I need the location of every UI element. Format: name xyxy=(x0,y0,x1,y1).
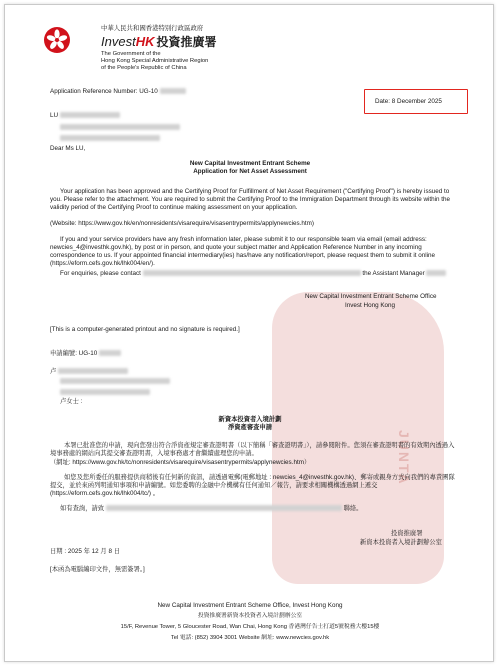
footer-address: 15/F, Revenue Tower, 5 Gloucester Road, Wan Chai, Hong Kong 香港灣仔告士打道5號稅務大樓15樓 xyxy=(120,624,380,630)
approval-paragraph: Your application has been approved and the Certifying Proof for Fulfillment of Net Asset Requirement ("Certifying Proof") is hereby issued to you. Please refer to the attachment. You are required to submit the Certifying Proof to the Immigration Department through its website within the validity period of the Certifying Proof to continue making assessment on your application. xyxy=(50,188,451,211)
footer-contact: Tel 電話: (852) 3904 3001 Website 網址: www.newcies.gov.hk xyxy=(170,635,330,641)
footer-office-english: New Capital Investment Entrant Scheme Office, Invest Hong Kong xyxy=(157,602,343,609)
enquiry-suffix: the Assistant Manager xyxy=(362,270,425,277)
salutation: Dear Ms LU, xyxy=(50,145,86,152)
chinese-salutation: 卢女士 : xyxy=(60,398,83,405)
approval-website: (Website: https://www.gov.hk/en/nonresidents/visarequire/visasentrypermits/applynewcies.htm) xyxy=(50,220,314,227)
chinese-enquiry-line xyxy=(60,505,460,513)
redacted-chinese-name xyxy=(58,368,128,374)
computer-generated-note: [This is a computer-generated printout and no signature is required.] xyxy=(50,326,240,333)
redacted-chinese-contact xyxy=(106,505,342,511)
signature-office: New Capital Investment Entrant Scheme Office xyxy=(305,293,437,300)
chinese-addressee-name: 卢 xyxy=(50,368,57,375)
scheme-title: New Capital Investment Entrant Scheme xyxy=(189,160,311,167)
chinese-reference-number xyxy=(50,350,121,358)
enquiry-prefix: For enquiries, please contact xyxy=(60,270,141,277)
redacted-name xyxy=(60,112,120,118)
watermark-text: JUNTA xyxy=(396,430,412,486)
addressee-block xyxy=(50,112,120,120)
chinese-signature-org: 投資推廣署 xyxy=(391,530,423,537)
redacted-chinese-reference xyxy=(99,350,121,356)
letter-date: Date: 8 December 2025 xyxy=(375,98,442,105)
redacted-manager xyxy=(426,270,446,276)
chinese-reference-label: 申請編號: UG-10 xyxy=(50,350,98,357)
logo-hk-text: HK xyxy=(135,34,155,49)
redacted-reference xyxy=(160,88,186,94)
investhk-logo xyxy=(101,35,216,49)
chinese-application-title: 淨資產審查申請 xyxy=(227,424,273,431)
chinese-enquiry-prefix: 如有查詢，請致 xyxy=(60,505,105,512)
logo-chinese-text: 投資推廣署 xyxy=(156,35,217,49)
bauhinia-logo-icon xyxy=(44,27,70,53)
government-line-1: The Government of the xyxy=(101,51,161,57)
addressee-name: LU xyxy=(50,112,59,119)
signature-org: Invest Hong Kong xyxy=(345,302,396,309)
chinese-signature-office: 新資本投資者入境計劃辦公室 xyxy=(360,539,442,546)
chinese-approval-paragraph: 本署已批准您的申請，現向您發出符合淨資產規定審查證明書（以下簡稱「審查證明書」），請參閱附件。您須在審查證明書的有效期內透過入境事務處的網站向其提交審查證明書，入境事務處才會繼續處理您的申請。 xyxy=(50,442,455,457)
chinese-scheme-title: 新資本投資者入境計劃 xyxy=(218,416,282,423)
reference-label: Application Reference Number: UG-10 xyxy=(50,88,158,95)
logo-invest-text: Invest xyxy=(101,34,136,49)
government-line-2: Hong Kong Special Administrative Region xyxy=(101,58,209,64)
chinese-addressee xyxy=(50,368,128,376)
footer-office-chinese: 投資推廣署新資本投資者入境計劃辦公室 xyxy=(197,613,303,619)
reference-number xyxy=(50,88,186,96)
redacted-chinese-address xyxy=(60,378,170,395)
government-line-3: of the People's Republic of China xyxy=(101,65,187,71)
chinese-information-paragraph: 如您及您所委任的服務提供商稍後有任何新的資訊，請透過電郵(電郵地址 : newcies_4@investhk.gov.hk)、郵寄或親身方式向我們的專責團隊提交，並於來函列明通知事項和申請編號。如您委聘的金融中介機構有任何通知／報告，請要求相關機構透過網上遞交 (https://eform.cefs.gov.hk/lhk004/tc/) 。 xyxy=(50,474,455,497)
redacted-contact xyxy=(143,270,361,276)
chinese-computer-note: [本函為電腦編印文件，無需簽署。] xyxy=(50,566,145,573)
application-title: Application for Net Asset Assessment xyxy=(193,168,307,175)
chinese-letter-date: 日期 : 2025 年 12 月 8 日 xyxy=(50,548,120,555)
enquiry-line xyxy=(60,270,460,278)
chinese-government-title: 中華人民共和國香港特別行政區政府 xyxy=(101,25,204,32)
redacted-address-block xyxy=(60,124,180,141)
chinese-enquiry-suffix: 聯絡。 xyxy=(343,505,363,512)
chinese-approval-website: （網址: https://www.gov.hk/tc/nonresidents/visarequire/visasentrypermits/applynewcies.htm） xyxy=(50,459,311,466)
information-paragraph: If you and your service providers have any fresh information later, please submit it to our responsible team via email (email address: newcies_4@investhk.gov.hk), by post or in person, and quote your subject matter and Application Reference Number in any incoming correspondence to us. If your appointed financial intermediary(ies) has/have any notification/report, please request them to submit it online (https://eform.cefs.gov.hk/lhk004/en/). xyxy=(50,236,436,267)
